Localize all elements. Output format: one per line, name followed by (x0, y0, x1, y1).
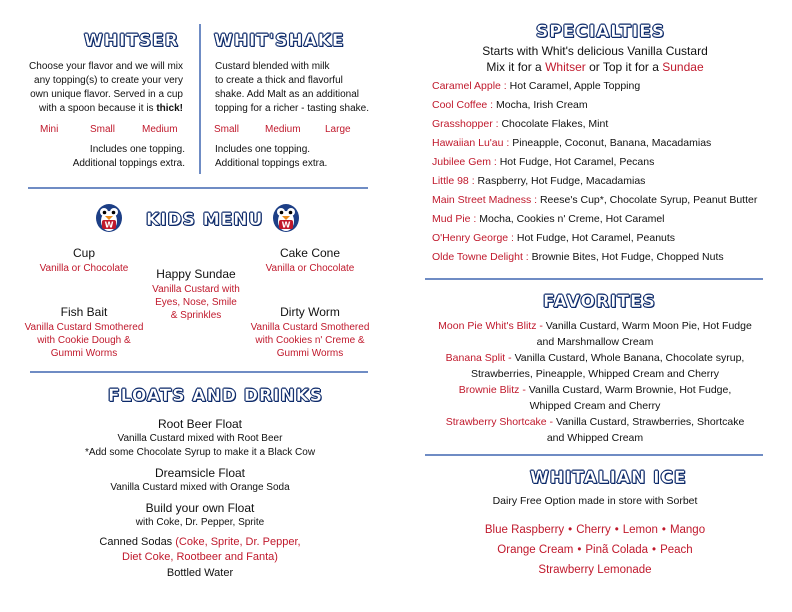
whitshake-desc-line: shake. Add Malt as an additional (215, 89, 359, 100)
section-divider (425, 278, 763, 280)
specialty-desc: Mocha, Cookies n' Creme, Hot Caramel (479, 213, 665, 225)
ice-flavor: Lemon (622, 524, 658, 536)
favorite-desc: and Whipped Cream (546, 432, 644, 444)
bottled-water: Bottled Water (166, 567, 234, 579)
ice-section (425, 494, 765, 580)
ice-intro: Dairy Free Option made in store with Sorbet (492, 495, 698, 507)
favorites-title: FAVORITES (543, 292, 656, 312)
section-divider (425, 454, 763, 456)
favorite-line (425, 382, 765, 398)
intro-text: Mix it for a (486, 60, 542, 74)
specialty-name: Little 98 : (432, 175, 475, 187)
separator-dot: • (577, 544, 582, 556)
kids-item-desc: Vanilla or Chocolate (39, 263, 129, 274)
specialty-item (432, 194, 757, 206)
penguin-icon (270, 201, 302, 233)
specialty-desc: Raspberry, Hot Fudge, Macadamias (477, 175, 646, 187)
favorite-line (425, 414, 765, 430)
ice-flavor: Pinã Colada (585, 544, 649, 556)
whitser-desc-line: Choose your flavor and we will mix (29, 61, 183, 72)
specialties-intro-line1: Starts with Whit's delicious Vanilla Custard (482, 44, 708, 58)
whitser-desc-line: own unique flavor. Served in a cup (30, 89, 183, 100)
ice-flavor: Blue Raspberry (484, 524, 565, 536)
ice-flavor: Cherry (576, 524, 611, 536)
float-desc: Vanilla Custard mixed with Root Beer (117, 433, 283, 444)
specialty-desc: Reese's Cup*, Chocolate Syrup, Peanut Butter (539, 194, 758, 206)
specialty-desc: Chocolate Flakes, Mint (501, 118, 609, 130)
favorite-desc: Vanilla Custard, Warm Brownie, Hot Fudge, (528, 384, 732, 396)
float-desc: Vanilla Custard mixed with Orange Soda (110, 482, 290, 493)
whitshake-desc-line: Custard blended with milk (215, 61, 330, 72)
ice-flavor: Peach (660, 544, 693, 556)
specialty-name: Jubilee Gem : (432, 156, 497, 168)
whitser-size-mini: Mini (40, 124, 59, 135)
separator-dot: • (661, 524, 666, 536)
specialty-item (432, 80, 640, 92)
whitser-note-line: Includes one topping. (89, 144, 185, 155)
kids-item-cup (24, 246, 144, 275)
specialty-item (432, 213, 665, 225)
favorite-name: Brownie Blitz - (458, 384, 526, 396)
ice-flavors-row (425, 520, 765, 540)
specialty-desc: Pineapple, Coconut, Banana, Macadamias (512, 137, 712, 149)
favorite-line (425, 350, 765, 366)
specialty-name: Grasshopper : (432, 118, 499, 130)
column-divider (199, 24, 201, 174)
intro-text: or Top it for a (589, 60, 659, 74)
whitshake-note (215, 143, 327, 171)
whitser-desc-bold: thick! (156, 103, 183, 114)
whitser-size-medium: Medium (142, 124, 178, 135)
whitser-note (20, 143, 185, 171)
kids-item-name: Happy Sundae (156, 267, 236, 281)
whitser-size-small: Small (90, 124, 116, 135)
specialties-intro (425, 43, 765, 75)
kids-item-desc: Vanilla Custard Smothered (250, 322, 370, 333)
favorite-item (425, 318, 765, 446)
favorite-desc: Vanilla Custard, Whole Banana, Chocolate syrup, (514, 352, 745, 364)
specialty-name: Mud Pie : (432, 213, 477, 225)
ice-flavors-row (425, 540, 765, 560)
whitshake-size-large: Large (325, 124, 351, 135)
whitshake-desc-line: topping for a richer - tasting shake. (215, 103, 369, 114)
specialty-item (432, 137, 711, 149)
kids-item-name: Cup (72, 246, 95, 260)
kids-item-dirty-worm (240, 305, 380, 360)
kids-item-fish-bait (14, 305, 154, 360)
float-desc: *Add some Chocolate Syrup to make it a Black Cow (84, 447, 316, 458)
float-name-dreamsicle: Dreamsicle Float (154, 466, 246, 480)
whitser-desc-line: any topping(s) to create your very (34, 75, 183, 86)
specialty-desc: Hot Caramel, Apple Topping (509, 80, 641, 92)
ice-flavor: Orange Cream (497, 544, 574, 556)
float-desc: with Coke, Dr. Pepper, Sprite (135, 517, 265, 528)
floats-title: FLOATS AND DRINKS (108, 386, 324, 406)
specialty-item (432, 99, 588, 111)
specialty-name: O'Henry George : (432, 232, 514, 244)
whitshake-size-medium: Medium (265, 124, 301, 135)
kids-item-happy-sundae (136, 267, 256, 322)
penguin-letter: W (281, 220, 291, 230)
whitser-desc-line (20, 102, 183, 116)
whitshake-description (215, 60, 385, 116)
intro-sundae: Sundae (662, 60, 704, 74)
whitshake-note-line: Additional toppings extra. (215, 158, 328, 169)
kids-item-desc: Vanilla Custard Smothered (24, 322, 144, 333)
specialty-item (432, 251, 724, 263)
specialties-intro-line2 (425, 59, 765, 75)
penguin-letter: W (104, 220, 114, 230)
float-name-build: Build your own Float (145, 501, 255, 515)
canned-sodas-line (30, 535, 370, 550)
whitshake-desc-line: to create a thick and flavorful (215, 75, 343, 86)
specialty-name: Main Street Madness : (432, 194, 538, 206)
whitser-note-line: Additional toppings extra. (72, 158, 185, 169)
specialty-desc: Brownie Bites, Hot Fudge, Chopped Nuts (531, 251, 724, 263)
specialty-item (432, 118, 608, 130)
specialty-name: Cool Coffee : (432, 99, 494, 111)
favorite-line (425, 318, 765, 334)
separator-dot: • (614, 524, 619, 536)
section-divider (30, 371, 368, 373)
kids-item-desc: Gummi Worms (276, 348, 344, 359)
ice-title: WHITALIAN ICE (530, 468, 687, 488)
kids-item-cake-cone (250, 246, 370, 275)
whitser-title: WHITSER (84, 31, 179, 51)
specialty-name: Hawaiian Lu'au : (432, 137, 510, 149)
specialty-item (432, 232, 675, 244)
specialty-name: Caramel Apple : (432, 80, 507, 92)
specialty-item (432, 175, 645, 187)
kids-item-name: Dirty Worm (280, 305, 340, 319)
whitshake-size-small: Small (214, 124, 240, 135)
kids-item-name: Fish Bait (60, 305, 108, 319)
intro-whitser: Whitser (545, 60, 586, 74)
ice-flavor: Mango (669, 524, 706, 536)
penguin-icon (93, 201, 125, 233)
whitshake-note-line: Includes one topping. (215, 144, 311, 155)
kids-item-desc: Gummi Worms (50, 348, 118, 359)
kids-item-name: Cake Cone (279, 246, 341, 260)
favorite-name: Strawberry Shortcake - (445, 416, 554, 428)
canned-sodas-list: Diet Coke, Rootbeer and Fanta) (122, 551, 278, 563)
separator-dot: • (568, 524, 573, 536)
specialty-name: Olde Towne Delight : (432, 251, 529, 263)
whitser-desc-text: with a spoon because it is (39, 103, 154, 114)
floats-list (30, 416, 370, 582)
ice-flavor: Strawberry Lemonade (538, 564, 652, 576)
kids-item-desc: Eyes, Nose, Smile (155, 297, 237, 308)
separator-dot: • (652, 544, 657, 556)
kids-item-desc: & Sprinkles (170, 310, 222, 321)
specialties-title: SPECIALTIES (536, 22, 666, 42)
kids-menu-title: KIDS MENU (146, 210, 264, 230)
favorite-name: Banana Split - (445, 352, 512, 364)
kids-item-desc: with Cookies n' Creme & (255, 335, 365, 346)
favorite-desc: Whipped Cream and Cherry (529, 400, 661, 412)
float-name-root-beer: Root Beer Float (157, 417, 243, 431)
kids-item-desc: Vanilla or Chocolate (265, 263, 355, 274)
specialty-desc: Hot Fudge, Hot Caramel, Pecans (499, 156, 655, 168)
specialty-desc: Hot Fudge, Hot Caramel, Peanuts (516, 232, 676, 244)
kids-item-desc: with Cookie Dough & (37, 335, 131, 346)
specialty-item (432, 156, 654, 168)
favorite-desc: Vanilla Custard, Warm Moon Pie, Hot Fudge (545, 320, 752, 332)
favorite-desc: and Marshmallow Cream (536, 336, 654, 348)
canned-sodas-name: Canned Sodas (99, 536, 173, 548)
specialty-desc: Mocha, Irish Cream (496, 99, 588, 111)
kids-item-desc: Vanilla Custard with (152, 284, 240, 295)
whitser-description (20, 60, 183, 116)
favorite-desc: Vanilla Custard, Strawberries, Shortcake (555, 416, 745, 428)
favorite-name: Moon Pie Whit's Blitz - (438, 320, 543, 332)
whitshake-title: WHIT'SHAKE (214, 31, 345, 51)
section-divider (28, 187, 368, 189)
canned-sodas-list: (Coke, Sprite, Dr. Pepper, (175, 536, 301, 548)
favorite-desc: Strawberries, Pineapple, Whipped Cream and Cherry (470, 368, 720, 380)
ice-flavors-row (425, 560, 765, 580)
